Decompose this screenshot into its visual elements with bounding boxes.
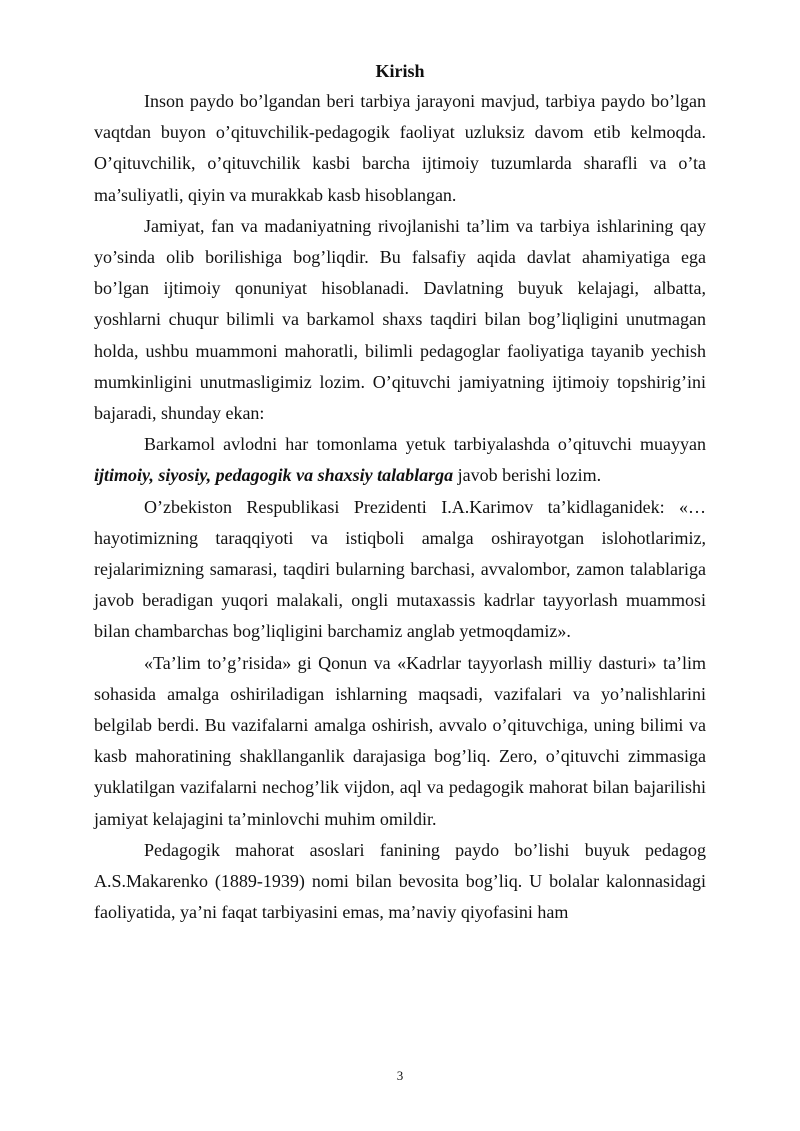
paragraph-4: O’zbekiston Respublikasi Prezidenti I.A.Karimov ta’kidlaganidek: «… hayotimizning taraqqiyoti va istiqboli amalga oshirayotgan islohotlarimiz, rejalarimizning samarasi, taqdiri bularning barchasi, avvalombor, zamon talablariga javob beradigan yuqori malakali, ongli mutaxassis kadrlar tayyorlash muammosi bilan chambarchas bog’liqligini barchamiz anglab yetmoqdamiz». bbox=[94, 496, 706, 642]
paragraph-6: Pedagogik mahorat asoslari fanining paydo bo’lishi buyuk pedagog A.S.Makarenko (1889-1939) nomi bilan bevosita bog’liq. U bolalar kalonnasidagi faoliyatida, ya’ni faqat tarbiyasini emas, ma’naviy qiyofasini ham bbox=[94, 839, 706, 923]
page-title: Kirish bbox=[375, 61, 425, 81]
paragraph-3-text-after: javob berishi lozim. bbox=[453, 465, 602, 486]
page-number: 3 bbox=[396, 1068, 404, 1083]
document-page bbox=[94, 56, 706, 928]
paragraph-3 bbox=[94, 429, 706, 491]
paragraph-2: Jamiyat, fan va madaniyatning rivojlanishi ta’lim va tarbiya ishlarining qay yo’sinda olib borilishiga bog’liqdir. Bu falsafiy aqida davlat ahamiyatiga ega bo’lgan ijtimoiy qonuniyat hisoblanadi. Davlatning buyuk kelajagi, albatta, yoshlarni chuqur bilimli va barkamol shaxs taqdiri bilan bog’liqligini unutmagan holda, ushbu muammoni mahoratli, bilimli pedagoglar faoliyatiga tayanib yechish mumkinligini unutmasligimiz lozim. O’qituvchi jamiyatning ijtimoiy topshirig’ini bajaradi, shunday ekan: bbox=[94, 215, 706, 424]
paragraph-3-text-before: Barkamol avlodni har tomonlama yetuk tarbiyalashda o’qituvchi muayyan bbox=[144, 434, 706, 455]
paragraph-5: «Ta’lim to’g’risida» gi Qonun va «Kadrlar tayyorlash milliy dasturi» ta’lim sohasida amalga oshiriladigan ishlarning maqsadi, vazifalari va yo’nalishlarini belgilab berdi. Bu vazifalarni amalga oshirish, avvalo o’qituvchiga, uning bilimi va kasb mahoratining shakllanganlik darajasiga bog’liq. Zero, o’qituvchi zimmasiga yuklatilgan vazifalarni nechog’lik vijdon, aql va pedagogik mahorat bilan bajarilishi jamiyat kelajagini ta’minlovchi muhim omildir. bbox=[94, 652, 706, 829]
paragraph-3-emphasis: ijtimoiy, siyosiy, pedagogik va shaxsiy talablarga bbox=[94, 465, 454, 486]
paragraph-1: Inson paydo bo’lgandan beri tarbiya jarayoni mavjud, tarbiya paydo bo’lgan vaqtdan buyon o’qituvchilik-pedagogik faoliyat uzluksiz davom etib kelmoqda. O’qituvchilik, o’qituvchilik kasbi barcha ijtimoiy tuzumlarda sharafli va o’ta ma’suliyatli, qiyin va murakkab kasb hisoblangan. bbox=[94, 91, 706, 205]
